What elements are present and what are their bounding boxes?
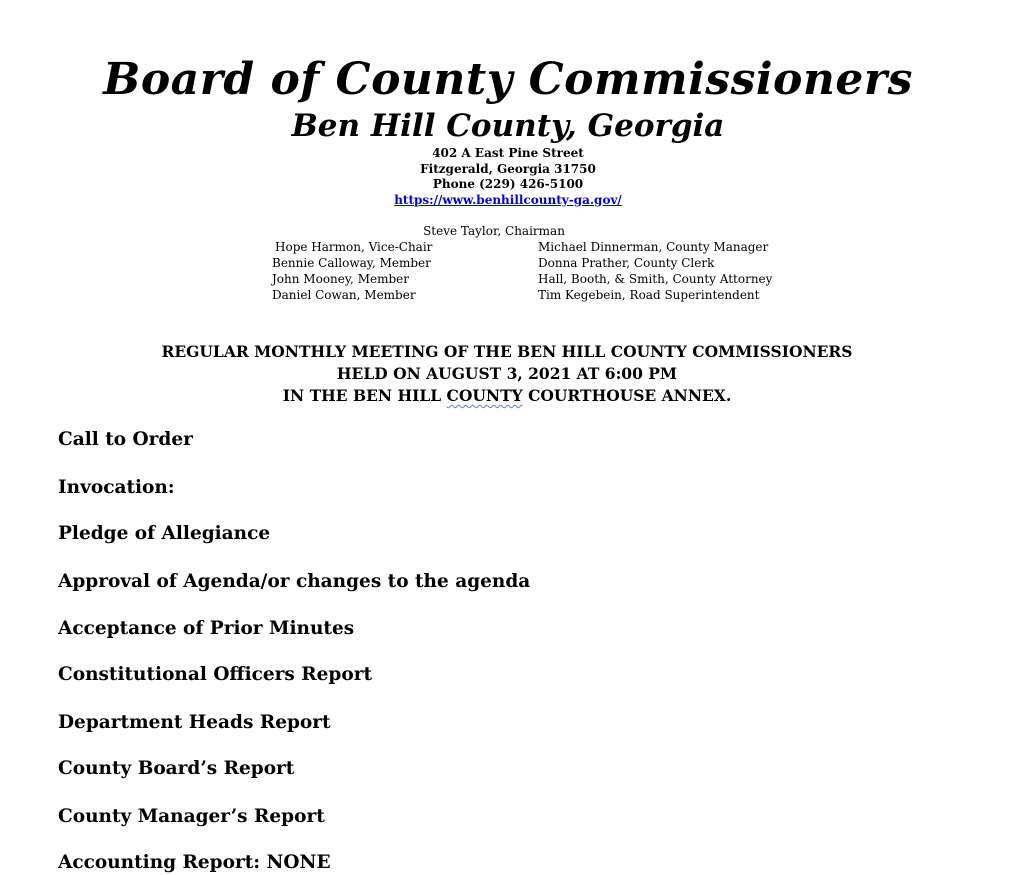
meeting-line-3-prefix: IN THE BEN HILL: [282, 386, 447, 405]
agenda-item-pledge: Pledge of Allegiance: [58, 523, 271, 544]
agenda-item-prior-minutes: Acceptance of Prior Minutes: [58, 618, 355, 639]
official-county-clerk: Donna Prather, County Clerk: [538, 256, 715, 270]
address-block: [0, 146, 1016, 208]
city-state-zip: Fitzgerald, Georgia 31750: [420, 161, 596, 176]
spellcheck-flagged-word[interactable]: COUNTY: [446, 386, 523, 405]
official-county-manager: Michael Dinnerman, County Manager: [538, 240, 769, 254]
board-title: Board of County Commissioners: [103, 54, 913, 105]
official-vice-chair: Hope Harmon, Vice-Chair: [275, 240, 433, 254]
officials-left-column: [272, 239, 432, 303]
agenda-item-accounting-report: Accounting Report: NONE: [58, 852, 331, 873]
meeting-line-3-suffix: COURTHOUSE ANNEX.: [522, 386, 732, 405]
official-member: Daniel Cowan, Member: [272, 288, 416, 302]
agenda-item-call-to-order: Call to Order: [58, 429, 193, 450]
meeting-line-1: REGULAR MONTHLY MEETING OF THE BEN HILL COUNTY COMMISSIONERS: [161, 342, 853, 361]
meeting-heading: [0, 341, 1014, 407]
street-address: 402 A East Pine Street: [432, 146, 584, 160]
official-member: John Mooney, Member: [272, 272, 409, 286]
chairman-line: Steve Taylor, Chairman: [423, 224, 565, 238]
official-road-superintendent: Tim Kegebein, Road Superintendent: [538, 288, 760, 302]
website-link[interactable]: https://www.benhillcounty-ga.gov/: [394, 192, 622, 207]
agenda-item-department-heads: Department Heads Report: [58, 712, 331, 733]
agenda-item-county-manager: County Manager’s Report: [58, 806, 325, 827]
meeting-line-2: HELD ON AUGUST 3, 2021 AT 6:00 PM: [336, 364, 678, 383]
meeting-line-3: [0, 385, 1014, 407]
county-subtitle: Ben Hill County, Georgia: [291, 108, 725, 144]
official-member: Bennie Calloway, Member: [272, 256, 431, 270]
agenda-item-invocation: Invocation:: [58, 477, 175, 498]
agenda-item-approval-of-agenda: Approval of Agenda/or changes to the agenda: [58, 571, 531, 592]
phone-number: Phone (229) 426-5100: [432, 177, 584, 191]
official-county-attorney: Hall, Booth, & Smith, County Attorney: [538, 272, 773, 286]
agenda-item-county-board: County Board’s Report: [58, 758, 295, 779]
officials-right-column: [538, 239, 772, 303]
agenda-item-constitutional-officers: Constitutional Officers Report: [58, 664, 372, 685]
